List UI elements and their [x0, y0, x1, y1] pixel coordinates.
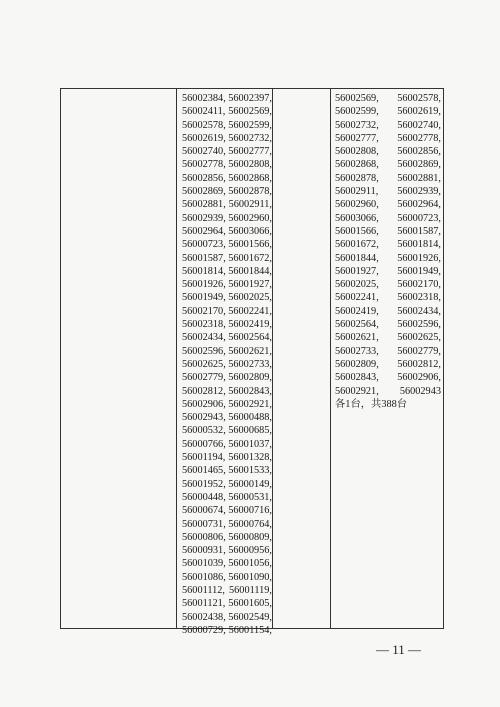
serial-row — [182, 478, 272, 491]
serial-number: 56002625, — [182, 358, 226, 370]
serial-number: 56001566, — [228, 239, 272, 251]
serial-number: 56002434, — [397, 305, 441, 317]
serial-number: 56001090, — [228, 571, 272, 583]
serial-number: 56001465, — [182, 465, 226, 477]
serial-number: 56001154, — [228, 624, 272, 636]
table-divider — [176, 89, 177, 628]
serial-row — [182, 611, 272, 624]
serial-row — [182, 571, 272, 584]
serial-number: 56002569, — [228, 106, 272, 118]
serial-number: 56000809, — [228, 531, 272, 543]
serial-number: 56001112, — [182, 584, 225, 596]
serial-number: 56002943 — [399, 385, 441, 397]
serial-number: 56002599, — [228, 119, 272, 131]
serial-number: 56001949, — [182, 292, 226, 304]
serial-number: 56002812, — [397, 358, 441, 370]
serial-number: 56001037, — [228, 438, 272, 450]
serial-row — [182, 438, 272, 451]
serial-row — [182, 318, 272, 331]
serial-row — [335, 105, 441, 118]
serial-row — [335, 371, 441, 384]
serial-number: 56000931, — [182, 545, 226, 557]
serial-number: 56000531, — [228, 491, 272, 503]
serial-number: 56001927, — [228, 279, 272, 291]
serial-row — [182, 132, 272, 145]
serial-row — [335, 385, 441, 398]
serial-number: 56000764, — [228, 518, 272, 530]
serial-number: 56001814, — [182, 265, 226, 277]
serial-number: 56002733, — [228, 358, 272, 370]
serial-row — [182, 597, 272, 610]
serial-number: 56002569, — [335, 93, 379, 104]
serial-row — [182, 385, 272, 398]
serial-number: 56001587, — [182, 252, 226, 264]
serial-row — [335, 225, 441, 238]
serial-number: 56002170, — [397, 279, 441, 291]
serial-row — [182, 451, 272, 464]
serial-row — [335, 119, 441, 132]
serial-number: 56002438, — [182, 611, 226, 623]
serial-row — [182, 119, 272, 132]
serial-number: 56000956, — [228, 545, 272, 557]
serial-row — [182, 557, 272, 570]
serial-number: 56002318, — [397, 292, 441, 304]
serial-number: 56002964, — [397, 199, 441, 211]
serial-row — [182, 172, 272, 185]
serial-number: 56002878, — [335, 172, 379, 184]
serial-number: 56001672, — [228, 252, 272, 264]
serial-row — [182, 225, 272, 238]
serial-number: 56000674, — [182, 505, 226, 517]
table-divider — [272, 89, 273, 628]
serial-number: 56002596, — [397, 319, 441, 331]
serial-number: 56000806, — [182, 531, 226, 543]
serial-number: 56002619, — [182, 132, 226, 144]
serial-number: 56002397, — [228, 93, 272, 104]
serial-number: 56002779, — [182, 372, 226, 384]
serial-row — [182, 518, 272, 531]
serial-number: 56001119, — [229, 584, 272, 596]
serial-number: 56002809, — [335, 358, 379, 370]
table-border-right — [443, 89, 444, 628]
serial-number: 56002740, — [182, 146, 226, 158]
serial-number: 56001086, — [182, 571, 226, 583]
serial-number: 56001533, — [228, 465, 272, 477]
serial-number: 56002939, — [182, 212, 226, 224]
serial-row — [335, 172, 441, 185]
serial-number: 56000731, — [182, 518, 226, 530]
serial-number: 56000716, — [228, 505, 272, 517]
serial-number: 56002868, — [335, 159, 379, 171]
serial-number: 56002911, — [228, 199, 272, 211]
serial-number-table — [60, 88, 444, 636]
serial-number: 56002241, — [335, 292, 379, 304]
serial-row — [182, 158, 272, 171]
serial-number: 56002732, — [228, 132, 272, 144]
serial-row — [182, 92, 272, 105]
serial-row — [182, 371, 272, 384]
serial-number: 56002025, — [228, 292, 272, 304]
serial-number: 56000729, — [182, 624, 226, 636]
serial-list-right — [335, 92, 441, 411]
serial-row — [182, 531, 272, 544]
serial-number: 56002869, — [182, 186, 226, 198]
serial-number: 56002939, — [397, 186, 441, 198]
serial-row — [335, 345, 441, 358]
serial-number: 56002911, — [335, 186, 379, 198]
serial-number: 56002549, — [228, 611, 272, 623]
serial-number: 56002625, — [397, 332, 441, 344]
serial-number: 56002779, — [397, 345, 441, 357]
serial-row — [335, 238, 441, 251]
serial-row — [335, 305, 441, 318]
serial-row — [182, 212, 272, 225]
serial-number: 56001926, — [397, 252, 441, 264]
serial-number: 56002921, — [228, 398, 272, 410]
serial-row — [182, 265, 272, 278]
serial-number: 56002318, — [182, 319, 226, 331]
serial-number: 56002812, — [182, 385, 226, 397]
serial-number: 56000723, — [397, 212, 441, 224]
serial-row — [335, 158, 441, 171]
serial-row — [335, 198, 441, 211]
serial-row — [182, 504, 272, 517]
serial-number: 56001949, — [397, 265, 441, 277]
serial-number: 56001844, — [335, 252, 379, 264]
serial-number: 56002843, — [335, 372, 379, 384]
serial-row — [335, 132, 441, 145]
serial-number: 56002808, — [228, 159, 272, 171]
serial-number: 56002960, — [335, 199, 379, 211]
serial-number: 56002868, — [228, 172, 272, 184]
serial-row — [182, 358, 272, 371]
serial-number: 56001927, — [335, 265, 379, 277]
table-divider — [330, 89, 331, 628]
serial-row — [182, 464, 272, 477]
serial-row — [335, 331, 441, 344]
serial-number: 56002564, — [335, 319, 379, 331]
serial-row — [335, 212, 441, 225]
serial-number: 56001605, — [228, 598, 272, 610]
serial-number: 56002808, — [335, 146, 379, 158]
serial-number: 56002578, — [182, 119, 226, 131]
serial-row — [182, 305, 272, 318]
serial-row — [182, 291, 272, 304]
serial-row — [182, 278, 272, 291]
serial-row — [182, 145, 272, 158]
serial-row — [182, 491, 272, 504]
serial-number: 56002740, — [397, 119, 441, 131]
serial-number: 56002621, — [335, 332, 379, 344]
quantity-summary: 各1台，共388台 — [335, 398, 408, 410]
serial-number: 56001194, — [182, 452, 226, 464]
serial-number: 56000448, — [182, 491, 226, 503]
serial-row — [182, 252, 272, 265]
serial-number: 56002419, — [335, 305, 379, 317]
serial-number: 56002778, — [182, 159, 226, 171]
serial-number: 56002777, — [228, 146, 272, 158]
serial-row — [335, 185, 441, 198]
serial-row — [182, 584, 272, 597]
serial-number: 56002732, — [335, 119, 379, 131]
serial-list-left — [182, 92, 272, 637]
serial-number: 56001926, — [182, 279, 226, 291]
serial-number: 56002777, — [335, 132, 379, 144]
serial-number: 56001672, — [335, 239, 379, 251]
serial-number: 56002384, — [182, 93, 226, 104]
serial-number: 56002843, — [228, 385, 272, 397]
serial-number: 56003066, — [228, 225, 272, 237]
serial-number: 56002599, — [335, 106, 379, 118]
serial-row — [182, 544, 272, 557]
serial-number: 56001587, — [397, 225, 441, 237]
serial-row — [335, 358, 441, 371]
serial-number: 56001952, — [182, 478, 226, 490]
serial-number: 56003066, — [335, 212, 379, 224]
serial-number: 56002778, — [397, 132, 441, 144]
serial-row — [182, 185, 272, 198]
serial-number: 56002411, — [182, 106, 226, 118]
serial-number: 56002621, — [228, 345, 272, 357]
serial-number: 56000488, — [228, 412, 272, 424]
serial-row — [182, 411, 272, 424]
serial-row — [335, 278, 441, 291]
serial-number: 56002878, — [228, 186, 272, 198]
serial-row — [335, 265, 441, 278]
serial-row — [182, 238, 272, 251]
serial-number: 56002960, — [228, 212, 272, 224]
serial-number: 56001844, — [228, 265, 272, 277]
serial-number: 56002564, — [228, 332, 272, 344]
serial-number: 56002733, — [335, 345, 379, 357]
serial-number: 56001328, — [228, 452, 272, 464]
serial-row — [335, 92, 441, 105]
serial-row — [182, 398, 272, 411]
serial-number: 56002943, — [182, 412, 226, 424]
serial-number: 56001814, — [397, 239, 441, 251]
serial-number: 56002619, — [397, 106, 441, 118]
serial-number: 56002434, — [182, 332, 226, 344]
serial-number: 56002881, — [182, 199, 226, 211]
serial-row — [335, 145, 441, 158]
serial-number: 56000766, — [182, 438, 226, 450]
serial-row — [335, 252, 441, 265]
serial-number: 56000532, — [182, 425, 226, 437]
serial-number: 56002809, — [228, 372, 272, 384]
serial-number: 56001056, — [228, 558, 272, 570]
serial-number: 56002921, — [335, 385, 379, 397]
table-border-left — [60, 89, 61, 628]
serial-row — [182, 105, 272, 118]
serial-number: 56002419, — [228, 319, 272, 331]
serial-number: 56002578, — [397, 93, 441, 104]
serial-number: 56000723, — [182, 239, 226, 251]
serial-number: 56002025, — [335, 279, 379, 291]
serial-number: 56001566, — [335, 225, 379, 237]
serial-row — [182, 624, 272, 637]
serial-number: 56002869, — [397, 159, 441, 171]
serial-number: 56002856, — [182, 172, 226, 184]
page-number: — 11 — — [376, 642, 422, 657]
serial-number: 56002906, — [182, 398, 226, 410]
serial-number: 56002906, — [397, 372, 441, 384]
serial-number: 56000685, — [228, 425, 272, 437]
serial-number: 56002170, — [182, 305, 226, 317]
serial-row — [335, 318, 441, 331]
serial-row — [182, 198, 272, 211]
serial-number: 56002856, — [397, 146, 441, 158]
serial-row — [182, 345, 272, 358]
serial-number: 56002596, — [182, 345, 226, 357]
serial-row — [335, 291, 441, 304]
serial-number: 56001121, — [182, 598, 226, 610]
serial-number: 56000149, — [228, 478, 272, 490]
serial-row — [182, 331, 272, 344]
serial-number: 56002241, — [228, 305, 272, 317]
serial-number: 56002964, — [182, 225, 226, 237]
serial-row — [182, 424, 272, 437]
serial-number: 56001039, — [182, 558, 226, 570]
serial-number: 56002881, — [397, 172, 441, 184]
